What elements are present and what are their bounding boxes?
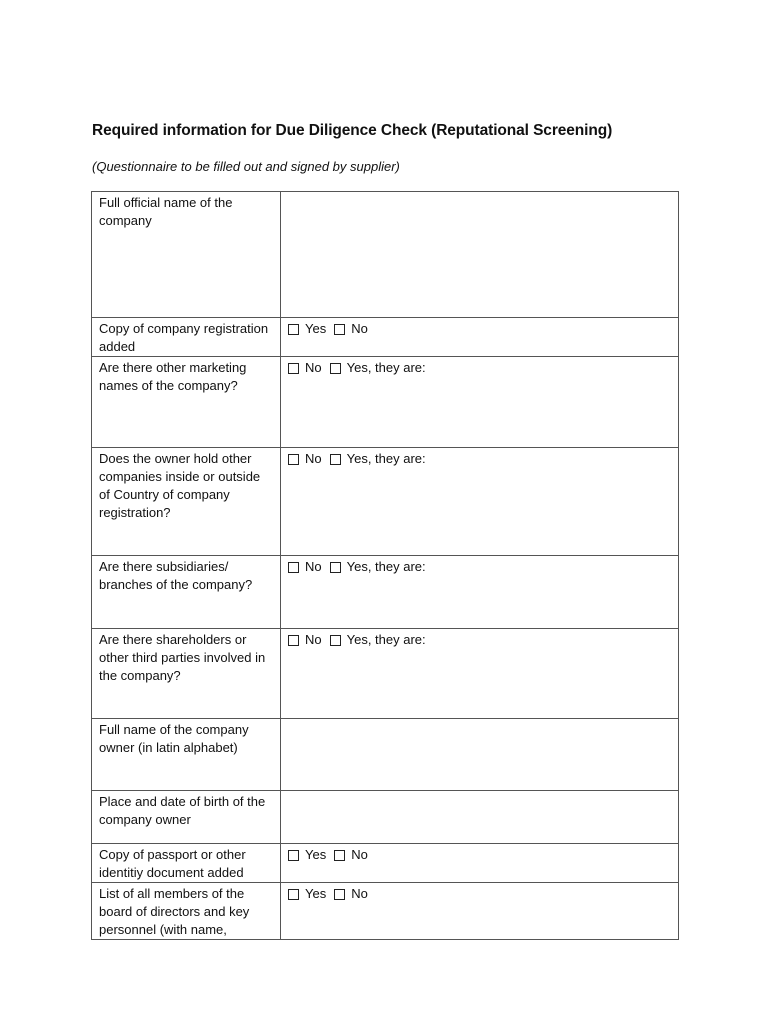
- question-cell: Are there other marketing names of the company?: [92, 357, 281, 448]
- table-row: [92, 844, 679, 883]
- table-row: [92, 357, 679, 448]
- checkbox-icon[interactable]: [288, 562, 299, 573]
- option-yes-they-are[interactable]: Yes, they are:: [330, 450, 426, 468]
- table-row: [92, 629, 679, 719]
- checkbox-icon[interactable]: [330, 363, 341, 374]
- question-cell: Are there subsidiaries/ branches of the company?: [92, 556, 281, 629]
- option-yes[interactable]: Yes: [288, 320, 326, 338]
- checkbox-icon[interactable]: [330, 454, 341, 465]
- document-subtitle: (Questionnaire to be filled out and signed by supplier): [92, 159, 400, 174]
- option-no[interactable]: No: [288, 359, 322, 377]
- option-yes-they-are[interactable]: Yes, they are:: [330, 631, 426, 649]
- checkbox-icon[interactable]: [288, 454, 299, 465]
- checkbox-icon[interactable]: [334, 324, 345, 335]
- checkbox-icon[interactable]: [288, 850, 299, 861]
- owner-name-answer-field[interactable]: [281, 719, 679, 791]
- question-cell: Place and date of birth of the company owner: [92, 791, 281, 844]
- option-yes-they-are[interactable]: Yes, they are:: [330, 558, 426, 576]
- option-no[interactable]: No: [334, 846, 368, 864]
- table-row: [92, 791, 679, 844]
- option-yes-they-are[interactable]: Yes, they are:: [330, 359, 426, 377]
- questionnaire-table: [91, 191, 679, 940]
- question-cell: Are there shareholders or other third parties involved in the company?: [92, 629, 281, 719]
- option-no[interactable]: No: [334, 885, 368, 903]
- question-cell: Copy of passport or other identitiy document added: [92, 844, 281, 883]
- option-no[interactable]: No: [334, 320, 368, 338]
- table-row: [92, 318, 679, 357]
- table-row: [92, 719, 679, 791]
- option-no[interactable]: No: [288, 558, 322, 576]
- answer-cell[interactable]: [281, 556, 679, 629]
- option-no[interactable]: No: [288, 450, 322, 468]
- checkbox-icon[interactable]: [330, 635, 341, 646]
- question-cell: Does the owner hold other companies inside or outside of Country of company registration?: [92, 448, 281, 556]
- answer-cell[interactable]: [281, 448, 679, 556]
- table-row: [92, 448, 679, 556]
- company-name-answer-field[interactable]: [281, 192, 679, 318]
- answer-cell: [281, 844, 679, 883]
- answer-cell: [281, 883, 679, 940]
- checkbox-icon[interactable]: [330, 562, 341, 573]
- owner-birth-answer-field[interactable]: [281, 791, 679, 844]
- question-cell: Full name of the company owner (in latin alphabet): [92, 719, 281, 791]
- option-yes[interactable]: Yes: [288, 885, 326, 903]
- option-yes[interactable]: Yes: [288, 846, 326, 864]
- checkbox-icon[interactable]: [288, 363, 299, 374]
- answer-cell[interactable]: [281, 357, 679, 448]
- question-cell: Copy of company registration added: [92, 318, 281, 357]
- checkbox-icon[interactable]: [334, 889, 345, 900]
- table-row: [92, 556, 679, 629]
- document-title: Required information for Due Diligence Check (Reputational Screening): [92, 122, 613, 139]
- checkbox-icon[interactable]: [288, 635, 299, 646]
- checkbox-icon[interactable]: [288, 324, 299, 335]
- question-cell: Full official name of the company: [92, 192, 281, 318]
- checkbox-icon[interactable]: [334, 850, 345, 861]
- option-no[interactable]: No: [288, 631, 322, 649]
- checkbox-icon[interactable]: [288, 889, 299, 900]
- table-row: [92, 192, 679, 318]
- question-cell: List of all members of the board of directors and key personnel (with name,: [92, 883, 281, 940]
- answer-cell: [281, 318, 679, 357]
- table-row: [92, 883, 679, 940]
- answer-cell[interactable]: [281, 629, 679, 719]
